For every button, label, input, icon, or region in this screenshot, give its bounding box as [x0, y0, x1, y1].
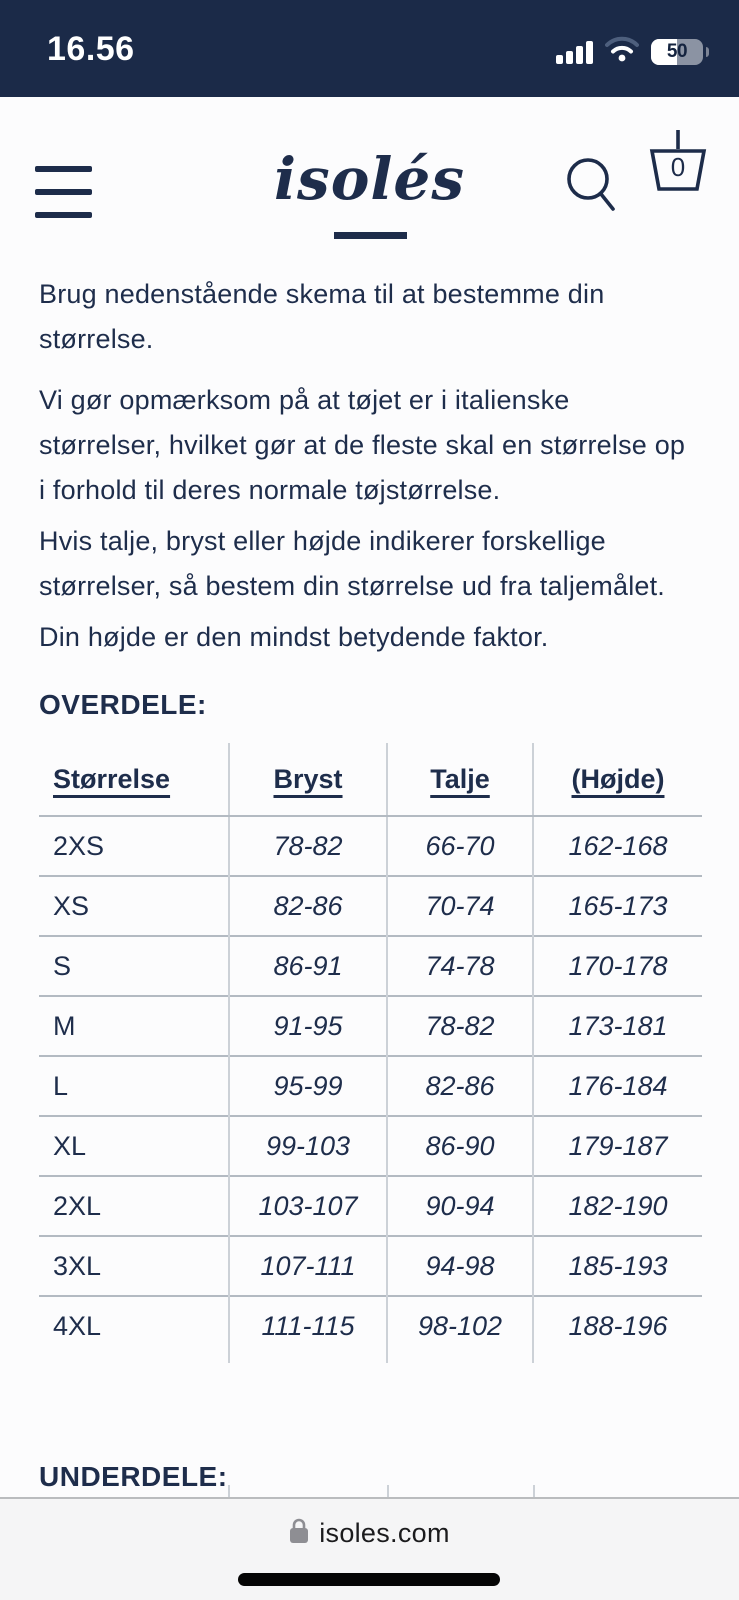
intro-paragraph-1: Brug nedenstående skema til at bestemme din størrelse. [39, 279, 605, 354]
underdele-heading: UNDERDELE: [39, 1461, 228, 1492]
measurement-cell: 95-99 [229, 1056, 387, 1116]
home-indicator[interactable] [238, 1573, 500, 1586]
size-cell: XL [39, 1116, 229, 1176]
size-table-overdele [39, 743, 702, 1363]
size-cell: S [39, 936, 229, 996]
cellular-signal-icon [556, 40, 593, 64]
size-guide-content [0, 250, 739, 1494]
cart-button[interactable] [645, 127, 707, 205]
table-row [39, 996, 702, 1056]
battery-nub [706, 47, 709, 57]
battery-icon [651, 39, 703, 65]
measurement-cell: 165-173 [533, 876, 702, 936]
measurement-cell: 86-91 [229, 936, 387, 996]
measurement-cell: 173-181 [533, 996, 702, 1056]
intro-paragraph-2: Vi gør opmærksom på at tøjet er i italienske størrelser, hvilket gør at de fleste skal en størrelse op i forhold til deres normale tøjstørrelse. [39, 385, 686, 505]
intro-paragraph-3: Hvis talje, bryst eller højde indikerer forskellige størrelser, så bestem din størrelse ud fra taljemålet. [39, 526, 666, 601]
measurement-cell: 179-187 [533, 1116, 702, 1176]
measurement-cell: 94-98 [387, 1236, 533, 1296]
battery-percent: 50 [666, 40, 688, 62]
column-header-storrelse: Størrelse [39, 743, 229, 816]
measurement-cell: 90-94 [387, 1176, 533, 1236]
underdele-table-top [0, 1485, 739, 1497]
site-header [0, 97, 739, 250]
measurement-cell: 82-86 [229, 876, 387, 936]
measurement-cell: 70-74 [387, 876, 533, 936]
measurement-cell: 78-82 [387, 996, 533, 1056]
measurement-cell: 74-78 [387, 936, 533, 996]
size-cell: 3XL [39, 1236, 229, 1296]
measurement-cell: 103-107 [229, 1176, 387, 1236]
column-header-bryst: Bryst [229, 743, 387, 816]
table-row [39, 1116, 702, 1176]
column-header-talje: Talje [387, 743, 533, 816]
table-row [39, 816, 702, 876]
measurement-cell: 99-103 [229, 1116, 387, 1176]
measurement-cell: 78-82 [229, 816, 387, 876]
measurement-cell: 185-193 [533, 1236, 702, 1296]
size-cell: 2XL [39, 1176, 229, 1236]
url-bar[interactable] [0, 1517, 739, 1549]
url-text: isoles.com [319, 1517, 450, 1548]
size-cell: M [39, 996, 229, 1056]
table-row [39, 1056, 702, 1116]
size-cell: L [39, 1056, 229, 1116]
logo-divider [334, 232, 407, 239]
measurement-cell: 170-178 [533, 936, 702, 996]
measurement-cell: 98-102 [387, 1296, 533, 1355]
size-cell: XS [39, 876, 229, 936]
table-row [39, 936, 702, 996]
cart-count: 0 [670, 152, 686, 182]
column-header-hojde: (Højde) [533, 743, 702, 816]
size-table-header-row [39, 743, 702, 816]
table-row [39, 1176, 702, 1236]
measurement-cell: 162-168 [533, 816, 702, 876]
wifi-icon [605, 36, 639, 67]
measurement-cell: 111-115 [229, 1296, 387, 1355]
safari-bottom-bar [0, 1497, 739, 1600]
status-time: 16.56 [47, 30, 135, 68]
lock-icon [289, 1517, 309, 1549]
measurement-cell: 188-196 [533, 1296, 702, 1355]
measurement-cell: 86-90 [387, 1116, 533, 1176]
table-row [39, 1236, 702, 1296]
measurement-cell: 182-190 [533, 1176, 702, 1236]
table-row [39, 1296, 702, 1355]
search-button[interactable] [565, 155, 617, 217]
basket-icon [645, 152, 707, 209]
size-cell: 2XS [39, 816, 229, 876]
intro-paragraph-4: Din højde er den mindst betydende faktor. [39, 622, 549, 652]
status-bar [0, 0, 739, 97]
measurement-cell: 91-95 [229, 996, 387, 1056]
table-row [39, 876, 702, 936]
search-icon [565, 204, 617, 221]
size-cell: 4XL [39, 1296, 229, 1355]
site-logo[interactable]: isolés [274, 145, 465, 213]
measurement-cell: 82-86 [387, 1056, 533, 1116]
overdele-heading: OVERDELE: [39, 689, 207, 720]
measurement-cell: 66-70 [387, 816, 533, 876]
table-filler-row [39, 1355, 702, 1363]
measurement-cell: 107-111 [229, 1236, 387, 1296]
status-icons [556, 36, 709, 67]
measurement-cell: 176-184 [533, 1056, 702, 1116]
